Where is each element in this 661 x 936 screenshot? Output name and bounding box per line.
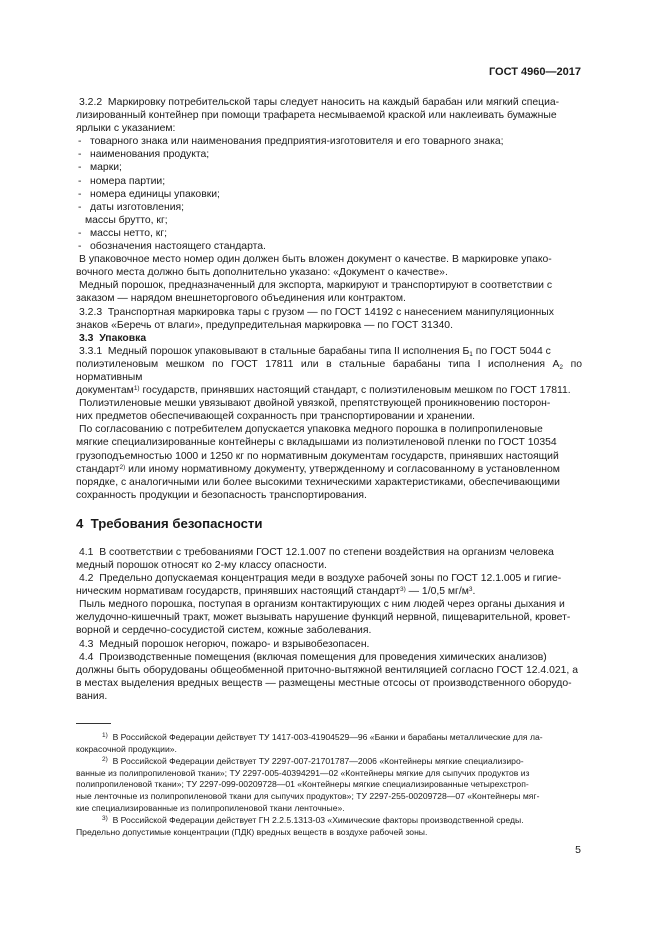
page-number: 5 xyxy=(575,844,581,856)
marking-list xyxy=(76,135,582,253)
footnote: $^{3)}$ В Российской Федерации действует ГН 2.2.5.1313-03 «Химические факторы производственной среды. Предельно допустимые концентрации (ПДК) вредных веществ в воздухе рабочей зоны. xyxy=(76,815,524,837)
footnotes xyxy=(76,732,582,839)
paragraph: Пыль медного порошка, поступая в организм контактирующих с ним людей через органы дыхания и желудочно-кишечный тракт, может вызывать нарушение функций нервной, пищеварительной, кровет- ворной и сердечно-сосудистой систем, кожные заболевания. xyxy=(76,599,571,637)
para-3-2-3: 3.2.3 Транспортная маркировка тары с грузом — по ГОСТ 14192 с нанесением манипуляционных знаков «Беречь от влаги», предупредительная маркировка — по ГОСТ 31340. xyxy=(76,306,554,331)
footnote-ref[interactable]: 3) xyxy=(399,586,406,594)
para-4-3: 4.3 Медный порошок негорюч, пожаро- и взрывобезопасен. xyxy=(79,638,370,650)
para-4-1: 4.1 В соответствии с требованиями ГОСТ 12.1.007 по степени воздействия на организм человека медный порошок относят ко 2-му классу опасности. xyxy=(76,546,554,571)
paragraph: По согласованию с потребителем допускается упаковка медного порошка в полипропиленовые мягкие специализированные контейнеры с вкладышами из полиэтиленовой пленки по ГОСТ 10354 грузоподъемностью 1000 и 1250 кг по нормативным документам государств, принявших настоящий стандарт$^{2)}$ или иному нормативному документу, утвержденному и согласованному в установленном порядке, с аналогичными или более высокими техническими характеристиками, обеспечивающими сохранность продукции и безопасность транспортирования. xyxy=(76,424,560,501)
paragraph: В упаковочное место номер один должен быть вложен документ о качестве. В маркировке упако- вочного места должно быть дополнительно указано: «Документ о качестве». xyxy=(76,254,552,279)
section-heading-4: 4 Требования безопасности xyxy=(76,515,263,531)
para-3-3-1: 3.3.1 Медный порошок упаковывают в стальные барабаны типа II исполнения $Б_1$ по ГОСТ 5044 с полиэтиленовым мешком по ГОСТ 17811 или в стальные барабаны типа I исполнения $А_2$ по нормативным документам$^{1)}$ государств, принявших настоящий стандарт, с полиэтиленовым мешком по ГОСТ 17811. xyxy=(76,345,582,397)
para-3-2-2: 3.2.2 Маркировку потребительской тары следует наносить на каждый барабан или мягкий специа- лизированный контейнер при помощи трафарета несмываемой краской или наклеивать бумажные ярлыки с указанием: xyxy=(76,97,560,135)
list-item: - наименования продукта; xyxy=(78,149,210,161)
list-item: - номера партии; xyxy=(78,175,166,187)
paragraph: Полиэтиленовые мешки увязывают двойной увязкой, препятствующей проникновению посторон- них предметов обеспечивающей сохранность при транспортировании и хранении. xyxy=(76,398,551,423)
list-item: массы брутто, кг; xyxy=(85,214,168,226)
footnote: $^{2)}$ В Российской Федерации действует ТУ 2297-007-21701787—2006 «Контейнеры мягкие специализиро- ванные из полипропиленовой ткани»; ТУ 2297-005-40394291—02 «Контейнеры мягкие для сыпучих продуктов из полипропиленовой ткани»; ТУ 2297-099-00209728—01 «Контейнеры мягкие специализированные четырехстроп- ные ленточные из полипропиленовой ткани для сыпучих продуктов»; ТУ 2297-255-00209728—07 «Контейнеры мяг- кие специализированные из полипропиленовой ткани ленточные». xyxy=(76,756,540,813)
list-item: - номера единицы упаковки; xyxy=(78,188,220,200)
list-item: - обозначения настоящего стандарта. xyxy=(78,241,266,253)
section-heading-3-3: 3.3 Упаковка xyxy=(79,332,147,344)
para-4-4: 4.4 Производственные помещения (включая помещения для проведения химических анализов) должны быть оборудованы общеобменной приточно-вытяжной вентиляцией согласно ГОСТ 12.4.021, а в местах выделения вредных веществ — размещены местные отсосы от производственного оборудо- вания. xyxy=(76,651,578,702)
list-item: - даты изготовления; xyxy=(78,201,185,213)
page-body xyxy=(76,96,582,703)
document-header: ГОСТ 4960—2017 xyxy=(488,66,581,78)
footnote-ref[interactable]: 1) xyxy=(133,385,140,393)
footnote: $^{1)}$ В Российской Федерации действует ТУ 1417-003-41904529—96 «Банки и барабаны металлические для ла- кокрасочной продукции». xyxy=(76,732,543,754)
paragraph: Медный порошок, предназначенный для экспорта, маркируют и транспортируют в соответствии с заказом — нарядом внешнеторгового объединения или контрактом. xyxy=(76,280,553,305)
clause-number: 3.2.2 xyxy=(79,97,103,108)
list-item: - марки; xyxy=(78,162,122,174)
footnote-ref[interactable]: 2) xyxy=(119,463,126,471)
list-item: - массы нетто, кг; xyxy=(78,227,168,239)
para-4-2: 4.2 Предельно допускаемая концентрация меди в воздухе рабочей зоны по ГОСТ 12.1.005 и гигие- ническим нормативам государств, принявших настоящий стандарт$^{3)}$ — 1/0,5 $мг/м^3$. xyxy=(76,573,562,598)
footnote-divider xyxy=(76,723,111,724)
list-item: - товарного знака или наименования предприятия-изготовителя и его товарного знака; xyxy=(78,136,504,148)
